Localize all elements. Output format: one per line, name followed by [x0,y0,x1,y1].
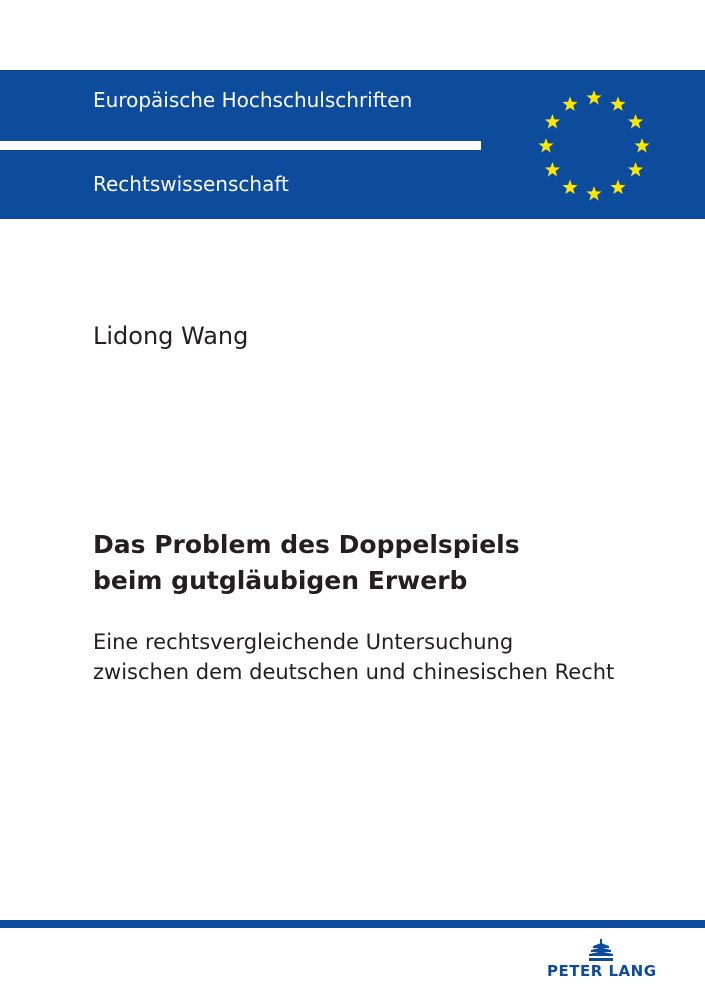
book-title-line: Das Problem des Doppelspiels [93,530,520,559]
star-icon [562,180,577,194]
bottom-rule [0,920,705,928]
star-icon [610,180,625,194]
banner-divider [0,141,481,150]
star-icon [634,138,649,152]
peter-lang-logo-icon [589,939,613,961]
eu-stars-icon [528,80,660,212]
star-icon [628,114,643,128]
book-title [93,527,520,599]
series-title: Europäische Hochschulschriften [93,88,413,112]
star-icon [545,114,560,128]
star-icon [545,162,560,176]
star-icon [586,186,601,200]
star-icon [538,138,553,152]
star-icon [628,162,643,176]
book-title-line: beim gutgläubigen Erwerb [93,566,468,595]
star-icon [586,90,601,104]
publisher-name: PETER LANG [547,962,657,980]
book-subtitle-line: Eine rechtsvergleichende Untersuchung [93,630,514,654]
star-icon [610,96,625,110]
subseries-title: Rechtswissenschaft [93,172,289,196]
star-icon [562,96,577,110]
book-subtitle [93,627,614,687]
book-subtitle-line: zwischen dem deutschen und chinesischen Recht [93,660,615,684]
author-name: Lidong Wang [93,322,249,350]
